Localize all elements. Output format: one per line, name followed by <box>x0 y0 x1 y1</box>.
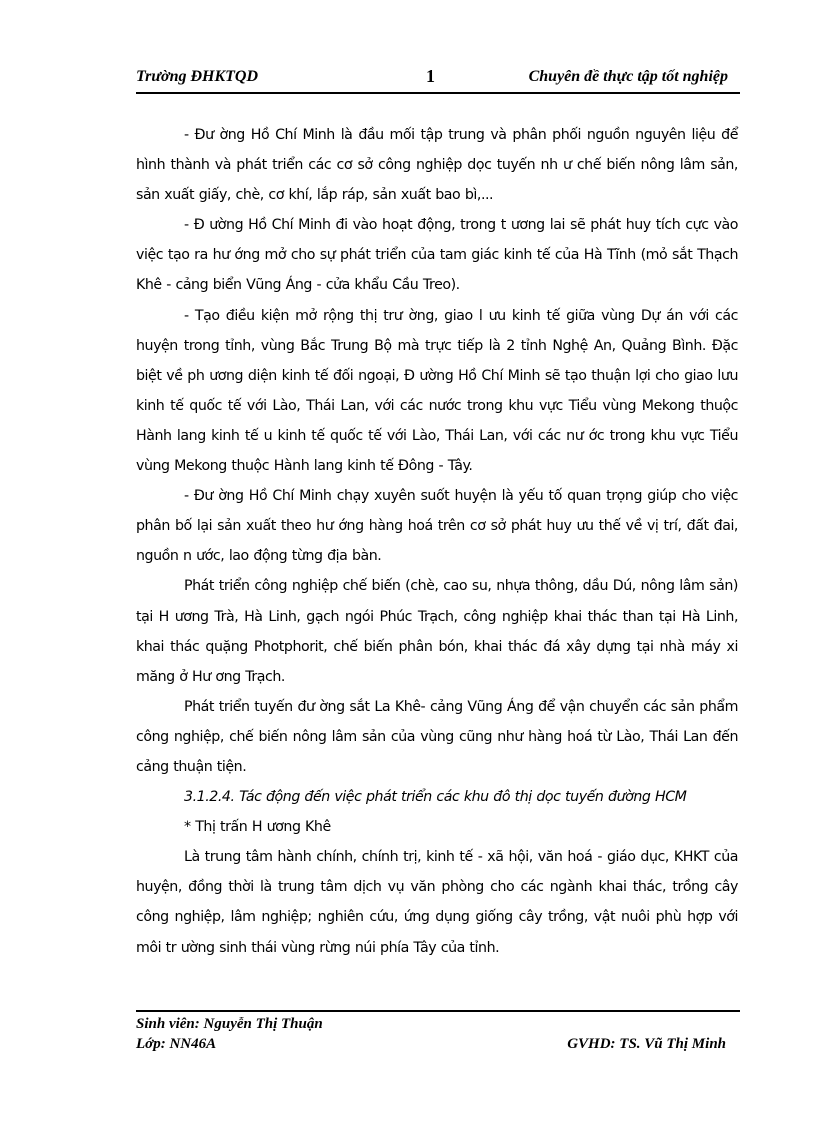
footer-divider <box>136 1010 740 1012</box>
footer-advisor: GVHD: TS. Vũ Thị Minh <box>567 1036 726 1052</box>
page-footer <box>136 1014 740 1064</box>
section-heading: 3.1.2.4. Tác động đến việc phát triển các khu đô thị dọc tuyến đường HCM <box>184 789 687 806</box>
paragraph: Phát triển tuyến đư ờng sắt La Khê- cảng Vũng Áng để vận chuyển các sản phẩm công nghiệp, chế biến nông lâm sản của vùng cũng như hàng hoá từ Lào, Thái Lan đến cảng thuận tiện. <box>136 698 738 775</box>
footer-class: Lớp: NN46A <box>136 1036 217 1052</box>
document-body <box>136 120 738 963</box>
header-school: Trường ĐHKTQD <box>136 68 259 85</box>
paragraph: - Đư ờng Hồ Chí Minh là đầu mối tập trung và phân phối nguồn nguyên liệu để hình thành và phát triển các cơ sở công nghiệp dọc tuyến nh ư chế biến nông lâm sản, sản xuất giấy, chè, cơ khí, lắp ráp, sản xuất bao bì,... <box>136 127 738 204</box>
page-number: 1 <box>426 66 435 86</box>
paragraph: - Đư ờng Hồ Chí Minh chạy xuyên suốt huyện là yếu tố quan trọng giúp cho việc phân bố lại sản xuất theo hư ớng hàng hoá trên cơ sở phát huy ưu thế về vị trí, đất đai, nguồn n ước, lao động từng địa bàn. <box>136 488 738 565</box>
paragraph: - Tạo điều kiện mở rộng thị trư ờng, giao l ưu kinh tế giữa vùng Dự án với các huyện trong tỉnh, vùng Bắc Trung Bộ mà trực tiếp là 2 tỉnh Nghệ An, Quảng Bình. Đặc biệt về ph ương diện kinh tế đối ngoại, Đ ường Hồ Chí Minh sẽ tạo thuận lợi cho giao lưu kinh tế quốc tế với Lào, Thái Lan, với các nước trong khu vực Tiểu vùng Mekong thuộc Hành lang kinh tế u kinh tế quốc tế với Lào, Thái Lan, với các nư ớc trong khu vực Tiểu vùng Mekong thuộc Hành lang kinh tế Đông - Tây. <box>136 307 738 475</box>
header-document-title: Chuyên đề thực tập tốt nghiệp <box>528 68 728 85</box>
footer-student: Sinh viên: Nguyễn Thị Thuận <box>136 1016 323 1032</box>
subsection-heading: * Thị trấn H ương Khê <box>184 819 331 836</box>
page-header <box>136 66 740 94</box>
paragraph: Phát triển công nghiệp chế biến (chè, cao su, nhựa thông, dầu Dú, nông lâm sản) tại H ương Trà, Hà Linh, gạch ngói Phúc Trạch, công nghiệp khai thác than tại Hà Linh, khai thác quặng Photphorit, chế biến phân bón, khai thác đá xây dựng tại nhà máy xi măng ở Hư ơng Trạch. <box>136 578 738 685</box>
paragraph: - Đ ường Hồ Chí Minh đi vào hoạt động, trong t ương lai sẽ phát huy tích cực vào việc tạo ra hư ớng mở cho sự phát triển của tam giác kinh tế của Hà Tĩnh (mỏ sắt Thạch Khê - cảng biển Vũng Áng - cửa khẩu Cầu Treo). <box>136 217 738 294</box>
paragraph: Là trung tâm hành chính, chính trị, kinh tế - xã hội, văn hoá - giáo dục, KHKT của huyện, đồng thời là trung tâm dịch vụ văn phòng cho các ngành khai thác, trồng cây công nghiệp, lâm nghiệp; nghiên cứu, ứng dụng giống cây trồng, vật nuôi phù hợp với môi tr ường sinh thái vùng rừng núi phía Tây của tỉnh. <box>136 849 738 956</box>
